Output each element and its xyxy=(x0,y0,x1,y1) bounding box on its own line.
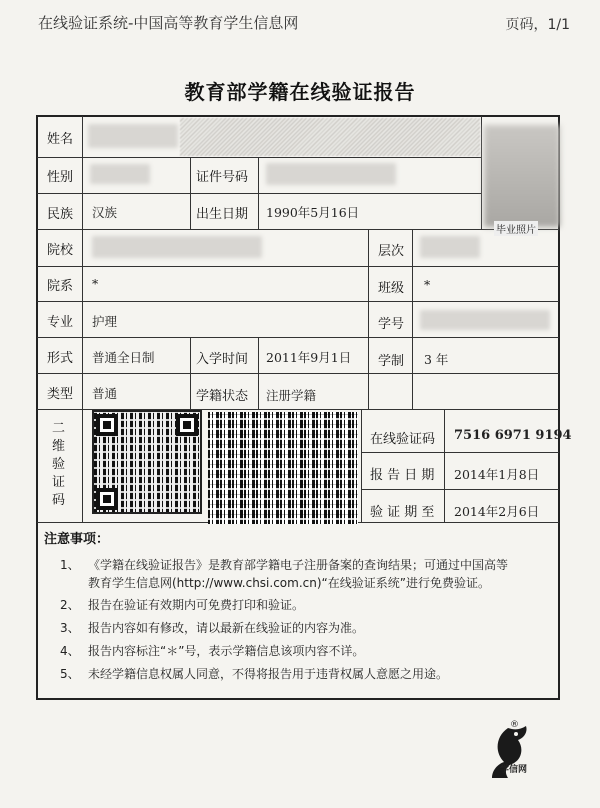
verify-code-label: 在线验证码 xyxy=(370,432,436,447)
note-item xyxy=(60,556,509,590)
note-number: 5、 xyxy=(60,667,80,681)
note-number: 4、 xyxy=(60,644,80,658)
qr-code-image xyxy=(92,410,202,514)
type-label: 类型 xyxy=(47,387,74,402)
row-divider xyxy=(37,266,559,267)
column-divider xyxy=(258,157,259,229)
duration-label: 学制 xyxy=(378,354,405,369)
note-text: 报告内容标注“＊”号，表示学籍信息该项内容不详。 xyxy=(88,644,365,658)
note-number: 2、 xyxy=(60,598,80,612)
column-divider xyxy=(361,409,362,522)
ethnicity-value: 汉族 xyxy=(92,205,118,220)
school-value-redacted xyxy=(92,236,262,258)
status-value: 注册学籍 xyxy=(266,388,317,403)
note-text: 报告内容如有修改，请以最新在线验证的内容为准。 xyxy=(88,621,365,635)
birth-date-value: 1990年5月16日 xyxy=(266,205,360,220)
class-value: * xyxy=(424,277,431,292)
student-photo-redacted xyxy=(484,125,560,227)
column-divider xyxy=(481,116,482,229)
type-value: 普通 xyxy=(92,386,118,401)
note-item xyxy=(60,619,365,637)
report-title: 教育部学籍在线验证报告 xyxy=(184,80,416,104)
page-number: 页码，1/1 xyxy=(505,17,570,33)
column-divider xyxy=(412,229,413,409)
status-label: 学籍状态 xyxy=(196,389,249,404)
logo-name: 学信网 xyxy=(500,765,528,775)
photo-caption: 毕业照片 xyxy=(494,221,538,236)
enroll-date-value: 2011年9月1日 xyxy=(266,350,352,365)
enroll-date-label: 入学时间 xyxy=(196,352,249,367)
column-divider xyxy=(444,409,445,522)
row-divider xyxy=(37,193,482,194)
column-divider xyxy=(368,229,369,409)
note-number: 1、 xyxy=(60,558,80,572)
column-divider xyxy=(190,337,191,409)
level-label: 层次 xyxy=(378,244,405,259)
note-text: 报告在验证有效期内可免费打印和验证。 xyxy=(88,598,305,612)
valid-until-value: 2014年2月6日 xyxy=(454,504,540,519)
row-divider xyxy=(37,157,482,158)
row-divider xyxy=(361,452,559,453)
column-divider xyxy=(258,337,259,409)
row-divider xyxy=(37,373,559,374)
name-label: 姓名 xyxy=(47,132,74,147)
report-date-value: 2014年1月8日 xyxy=(454,467,540,482)
note-item xyxy=(60,665,449,683)
student-id-label: 学号 xyxy=(378,317,405,332)
ethnicity-label: 民族 xyxy=(47,207,74,222)
valid-until-label: 验 证 期 至 xyxy=(370,505,435,520)
class-label: 班级 xyxy=(378,281,405,296)
note-item xyxy=(60,642,365,660)
note-item xyxy=(60,596,305,614)
barcode-image xyxy=(208,412,358,524)
column-divider xyxy=(82,116,83,522)
row-divider xyxy=(37,229,559,230)
row-divider xyxy=(361,489,559,490)
column-divider xyxy=(190,157,191,229)
registered-mark: ® xyxy=(510,720,519,730)
page-header-left: 在线验证系统-中国高等教育学生信息网 xyxy=(38,14,299,32)
duration-value: 3 年 xyxy=(424,352,449,367)
major-value: 护理 xyxy=(92,314,118,329)
gender-label: 性别 xyxy=(47,170,74,185)
notes-title: 注意事项： xyxy=(44,532,110,547)
note-text: 未经学籍信息权属人同意，不得将报告用于违背权属人意愿之用途。 xyxy=(88,667,449,681)
school-label: 院校 xyxy=(47,243,74,258)
verify-code-value: 7516 6971 9194 xyxy=(454,428,572,443)
birth-date-label: 出生日期 xyxy=(196,207,249,222)
report-date-label: 报 告 日 期 xyxy=(370,468,435,483)
department-value: * xyxy=(92,276,99,291)
major-label: 专业 xyxy=(47,315,74,330)
note-number: 3、 xyxy=(60,621,80,635)
note-text: 《学籍在线验证报告》是教育部学籍电子注册备案的查询结果；可通过中国高等教育学生信息网(http://www.chsi.com.cn)“在线验证系统”进行免费验证。 xyxy=(88,558,509,590)
gender-value-redacted xyxy=(90,164,150,184)
level-value-redacted xyxy=(420,236,480,258)
id-number-label: 证件号码 xyxy=(196,170,249,185)
name-redaction-hatch xyxy=(180,118,480,156)
row-divider xyxy=(37,301,559,302)
row-divider xyxy=(37,337,559,338)
id-number-value-redacted xyxy=(266,163,396,185)
name-value-redacted xyxy=(88,124,178,148)
student-id-value-redacted xyxy=(420,310,550,330)
qr-code-label: 二维验证码 xyxy=(52,421,66,508)
department-label: 院系 xyxy=(47,279,74,294)
mode-value: 普通全日制 xyxy=(92,350,155,365)
mode-label: 形式 xyxy=(47,351,74,366)
